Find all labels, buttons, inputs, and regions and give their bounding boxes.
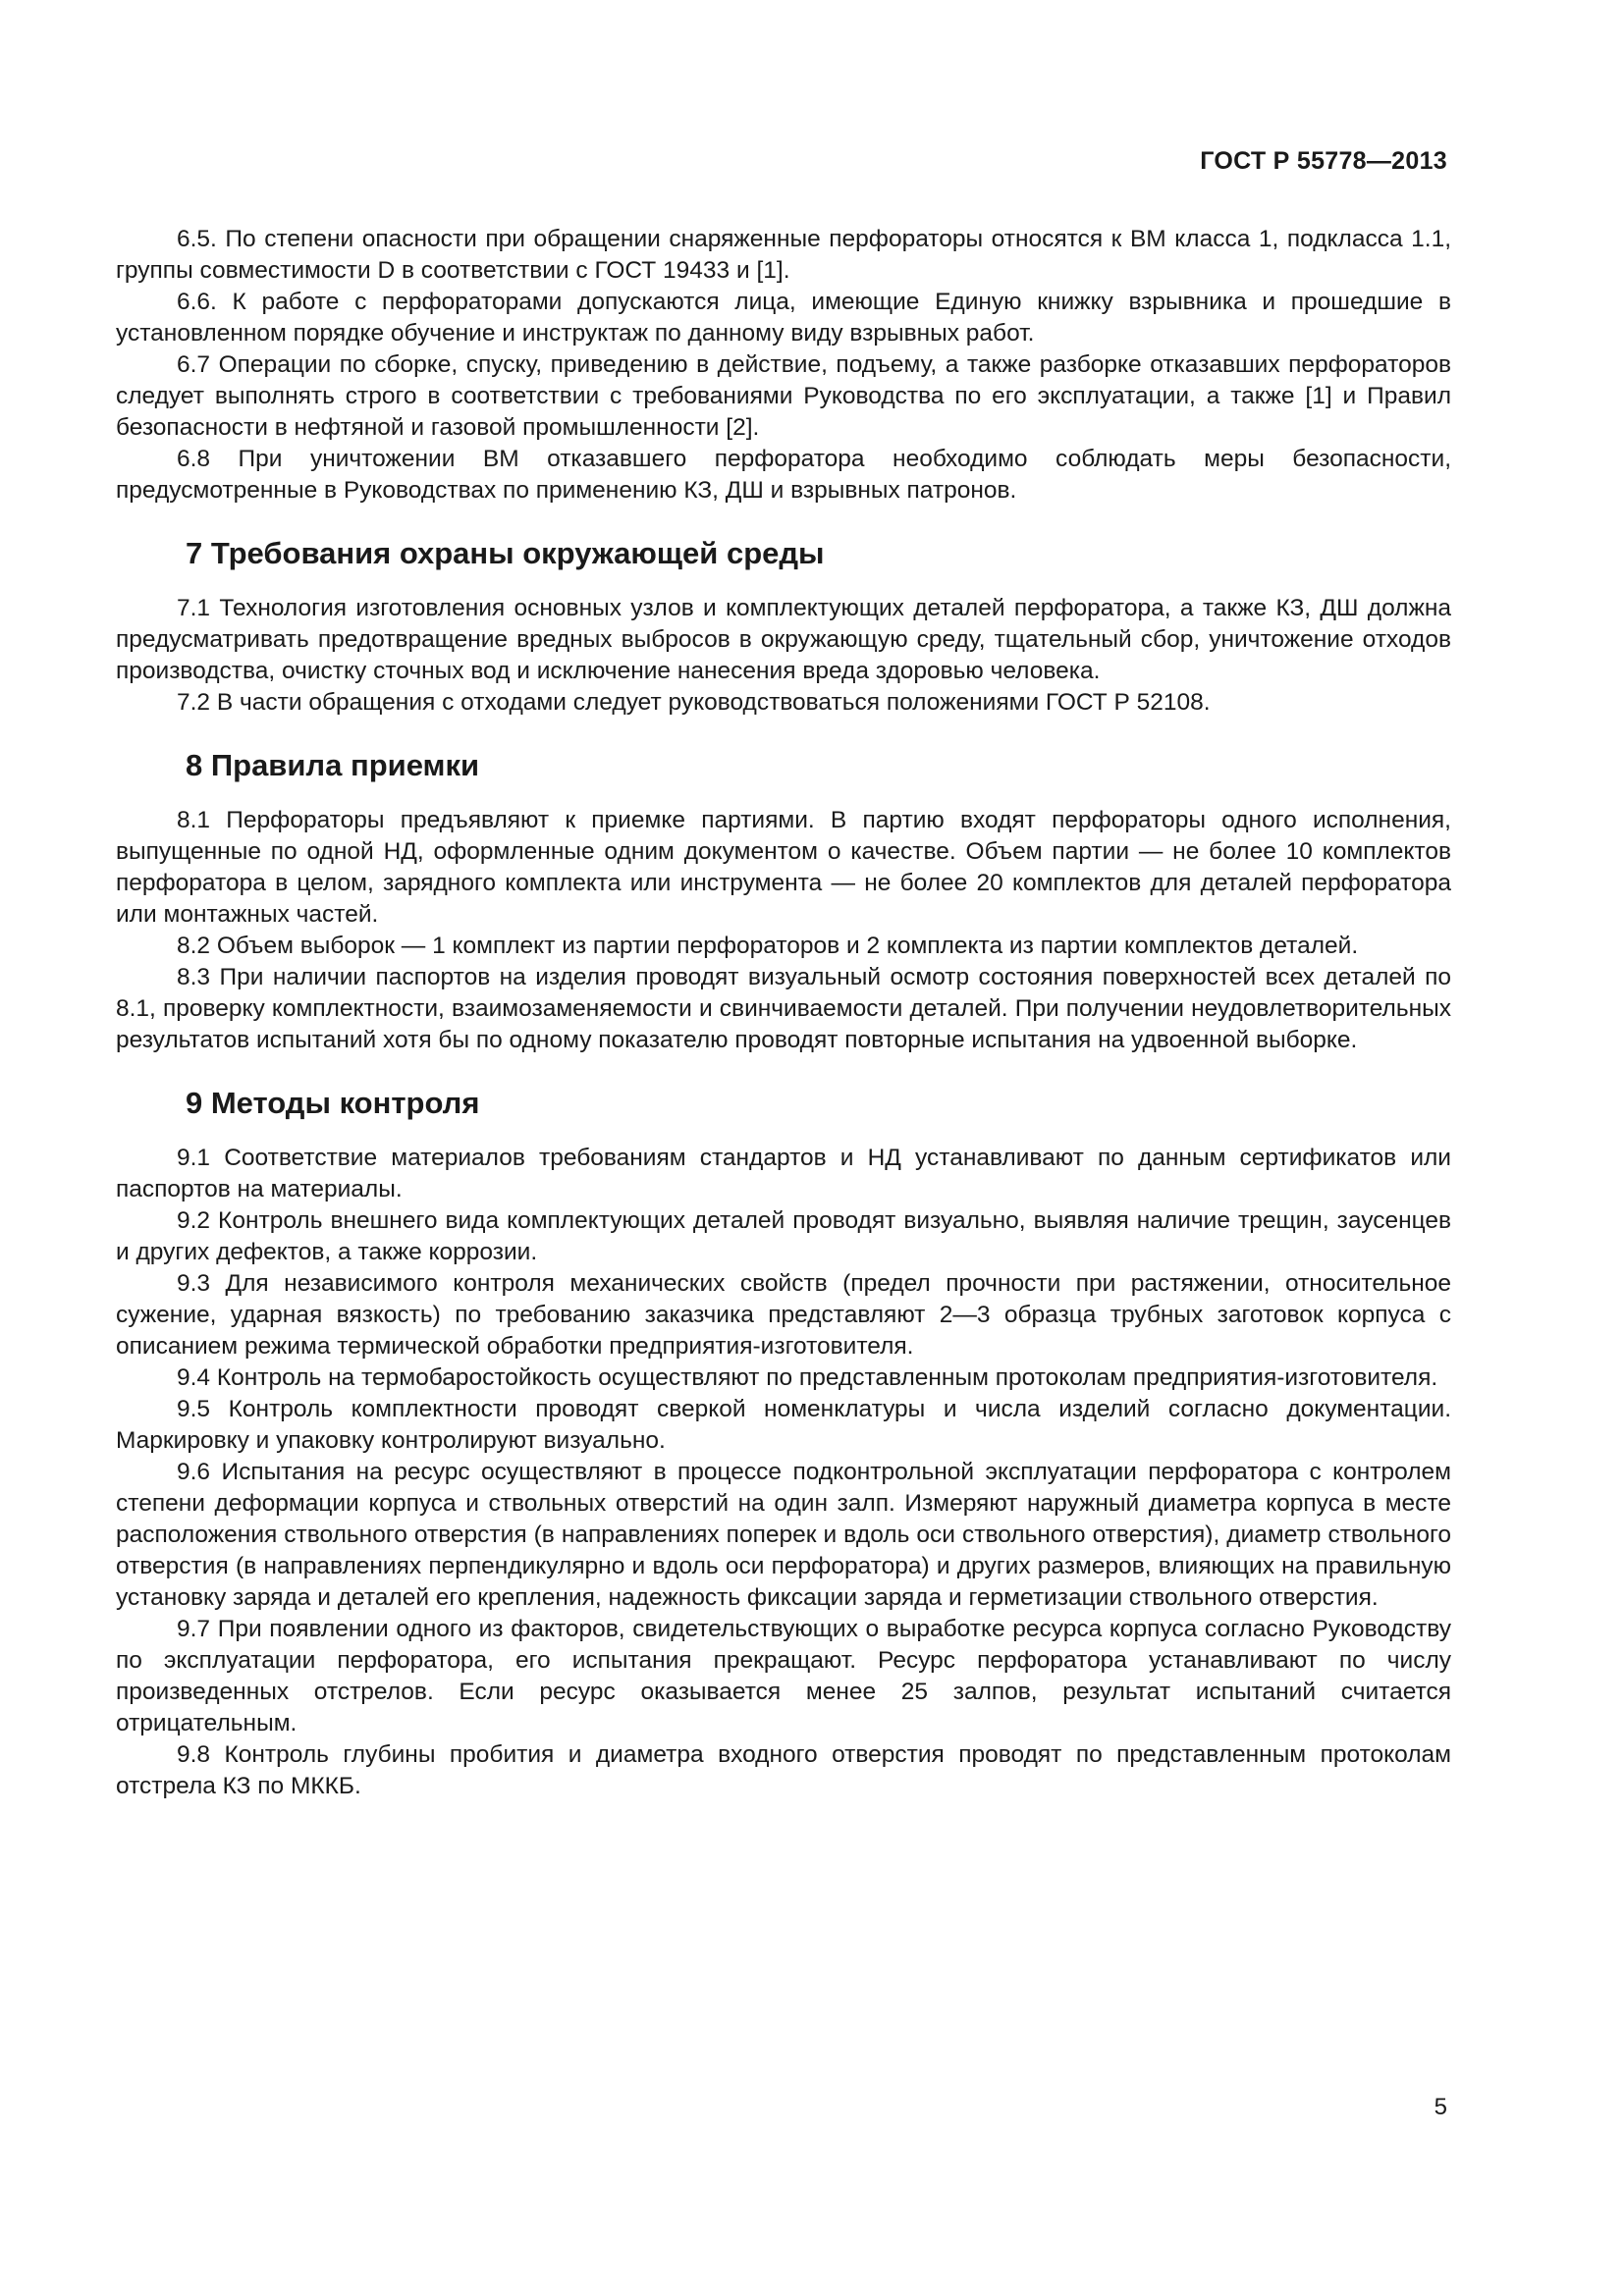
section-9-heading: 9 Методы контроля bbox=[186, 1086, 480, 1120]
page-number: 5 bbox=[1434, 2094, 1447, 2120]
standard-header: ГОСТ Р 55778—2013 bbox=[1200, 147, 1447, 175]
paragraph-7-1: 7.1 Технология изготовления основных узлов и комплектующих деталей перфоратора, а также КЗ, ДШ должна предусматривать предотвращение вредных выбросов в окружающую среду, тщательный сбор, уничтожение отходов производства, очистку сточных вод и исключение нанесения вреда здоровью человека. bbox=[116, 595, 1451, 684]
section-7-heading: 7 Требования охраны окружающей среды bbox=[186, 536, 825, 570]
section-8-heading: 8 Правила приемки bbox=[186, 748, 480, 782]
paragraph-9-3: 9.3 Для независимого контроля механических свойств (предел прочности при растяжении, относительное сужение, ударная вязкость) по требованию заказчика представляют 2—3 образца трубных заготовок корпуса с описанием режима термической обработки предприятия-изготовителя. bbox=[116, 1270, 1451, 1360]
paragraph-9-1: 9.1 Соответствие материалов требованиям стандартов и НД устанавливают по данным сертификатов или паспортов на материалы. bbox=[116, 1145, 1451, 1202]
paragraph-7-2: 7.2 В части обращения с отходами следует руководствоваться положениями ГОСТ Р 52108. bbox=[177, 689, 1211, 716]
paragraph-9-5: 9.5 Контроль комплектности проводят сверкой номенклатуры и числа изделий согласно документации. Маркировку и упаковку контролируют визуально. bbox=[116, 1396, 1451, 1454]
paragraph-6-8: 6.8 При уничтожении ВМ отказавшего перфоратора необходимо соблюдать меры безопасности, предусмотренные в Руководствах по применению КЗ, ДШ и взрывных патронов. bbox=[116, 446, 1451, 504]
document-body bbox=[116, 224, 1451, 1802]
paragraph-9-6: 9.6 Испытания на ресурс осуществляют в процессе подконтрольной эксплуатации перфоратора с контролем степени деформации корпуса и ствольных отверстий на один залп. Измеряют наружный диаметра корпуса в месте расположения ствольного отверстия (в направлениях поперек и вдоль оси ствольного отверстия), диаметр ствольного отверстия (в направлениях перпендикулярно и вдоль оси перфоратора) и других размеров, влияющих на правильную установку заряда и деталей его крепления, надежность фиксации заряда и герметизации ствольного отверстия. bbox=[116, 1459, 1451, 1611]
paragraph-9-2: 9.2 Контроль внешнего вида комплектующих деталей проводят визуально, выявляя наличие трещин, заусенцев и других дефектов, а также коррозии. bbox=[116, 1207, 1451, 1265]
paragraph-6-6: 6.6. К работе с перфораторами допускаются лица, имеющие Единую книжку взрывника и прошедшие в установленном порядке обучение и инструктаж по данному виду взрывных работ. bbox=[116, 289, 1451, 347]
paragraph-6-7: 6.7 Операции по сборке, спуску, приведению в действие, подъему, а также разборке отказавших перфораторов следует выполнять строго в соответствии с требованиями Руководства по его эксплуатации, а также [1] и Правил безопасности в нефтяной и газовой промышленности [2]. bbox=[116, 351, 1451, 441]
paragraph-9-8: 9.8 Контроль глубины пробития и диаметра входного отверстия проводят по представленным протоколам отстрела КЗ по МККБ. bbox=[116, 1741, 1451, 1799]
paragraph-9-7: 9.7 При появлении одного из факторов, свидетельствующих о выработке ресурса корпуса согласно Руководству по эксплуатации перфоратора, его испытания прекращают. Ресурс перфоратора устанавливают по числу произведенных отстрелов. Если ресурс оказывается менее 25 залпов, результат испытаний считается отрицательным. bbox=[116, 1616, 1451, 1736]
paragraph-9-4: 9.4 Контроль на термобаростойкость осуществляют по представленным протоколам предприятия-изготовителя. bbox=[177, 1364, 1438, 1391]
paragraph-8-1: 8.1 Перфораторы предъявляют к приемке партиями. В партию входят перфораторы одного исполнения, выпущенные по одной НД, оформленные одним документом о качестве. Объем партии — не более 10 комплектов перфоратора в целом, зарядного комплекта или инструмента — не более 20 комплектов для деталей перфоратора или монтажных частей. bbox=[116, 807, 1451, 928]
paragraph-8-2: 8.2 Объем выборок — 1 комплект из партии перфораторов и 2 комплекта из партии комплектов деталей. bbox=[177, 933, 1359, 959]
paragraph-6-5: 6.5. По степени опасности при обращении снаряженные перфораторы относятся к ВМ класса 1, подкласса 1.1, группы совместимости D в соответствии с ГОСТ 19433 и [1]. bbox=[116, 226, 1451, 284]
paragraph-8-3: 8.3 При наличии паспортов на изделия проводят визуальный осмотр состояния поверхностей всех деталей по 8.1, проверку комплектности, взаимозаменяемости и свинчиваемости деталей. При получении неудовлетворительных результатов испытаний хотя бы по одному показателю проводят повторные испытания на удвоенной выборке. bbox=[116, 964, 1451, 1053]
